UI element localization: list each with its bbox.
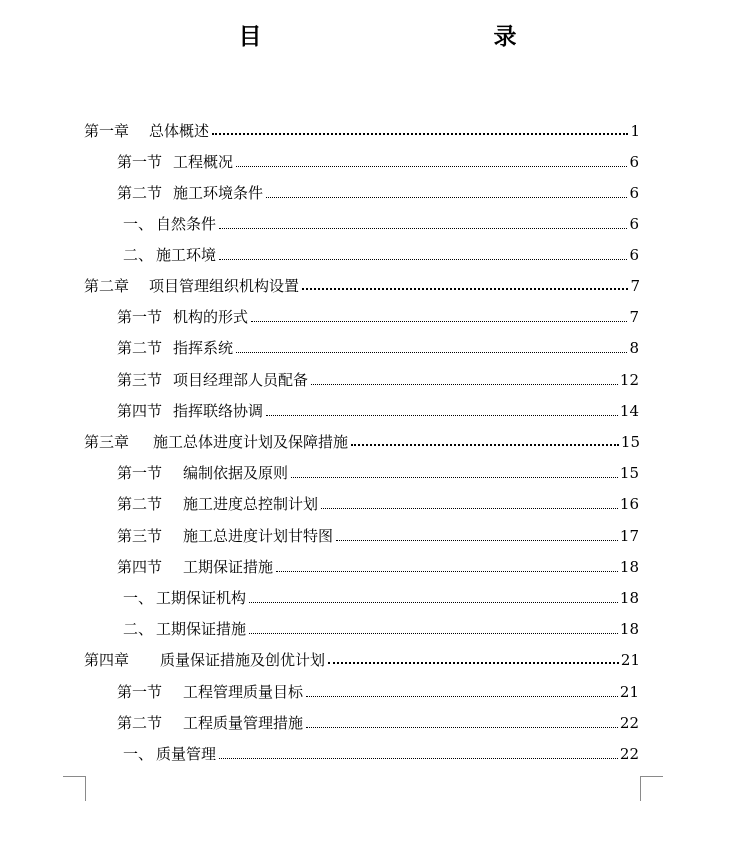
entry-page: 14 (619, 402, 639, 420)
toc-entry[interactable] (117, 552, 639, 576)
dot-leader (351, 443, 619, 446)
toc-entry[interactable] (84, 427, 640, 451)
toc-entry[interactable] (117, 677, 639, 701)
entry-page: 21 (619, 683, 639, 701)
toc-entry[interactable] (117, 396, 639, 420)
toc-entry[interactable] (84, 645, 640, 669)
entry-page: 15 (619, 464, 639, 482)
dot-leader (236, 351, 627, 353)
toc-entry[interactable] (123, 240, 639, 264)
entry-page: 7 (630, 277, 640, 295)
entry-text: 施工进度总控制计划 (183, 495, 319, 513)
dot-leader (336, 539, 618, 541)
toc-entry[interactable] (117, 302, 639, 326)
entry-text: 施工总进度计划甘特图 (183, 527, 334, 545)
entry-page: 1 (630, 122, 640, 140)
dot-leader (249, 601, 618, 603)
entry-number: 第四节 (117, 558, 163, 576)
dot-leader (219, 227, 627, 229)
entry-number: 第一节 (117, 683, 163, 701)
entry-text: 质量管理 (156, 745, 217, 763)
entry-number: 第四章 (84, 651, 130, 669)
entry-number: 一、 (123, 215, 154, 233)
toc-entry[interactable] (117, 178, 639, 202)
entry-page: 18 (619, 620, 639, 638)
entry-text: 质量保证措施及创优计划 (160, 651, 326, 669)
entry-page: 8 (629, 339, 639, 357)
page-corner-mark-left (63, 776, 86, 801)
entry-text: 工程管理质量目标 (183, 683, 304, 701)
entry-page: 6 (629, 215, 639, 233)
entry-text: 机构的形式 (173, 308, 249, 326)
entry-page: 15 (620, 433, 640, 451)
entry-page: 6 (629, 184, 639, 202)
dot-leader (321, 507, 618, 509)
entry-number: 第二章 (84, 277, 130, 295)
toc-entry[interactable] (117, 147, 639, 171)
dot-leader (266, 414, 618, 416)
entry-text: 施工环境 (156, 246, 217, 264)
dot-leader (249, 632, 618, 634)
entry-text: 编制依据及原则 (183, 464, 289, 482)
toc-entry[interactable] (123, 583, 639, 607)
entry-page: 17 (619, 527, 639, 545)
entry-number: 第二节 (117, 495, 163, 513)
toc-entry[interactable] (84, 271, 640, 295)
dot-leader (251, 320, 627, 322)
entry-number: 一、 (123, 589, 154, 607)
dot-leader (306, 726, 618, 728)
entry-text: 自然条件 (156, 215, 217, 233)
dot-leader (328, 661, 619, 664)
entry-page: 22 (619, 714, 639, 732)
toc-entry[interactable] (84, 116, 640, 140)
entry-page: 18 (619, 558, 639, 576)
dot-leader (276, 570, 618, 572)
entry-text: 指挥联络协调 (173, 402, 264, 420)
entry-number: 第三节 (117, 371, 163, 389)
entry-page: 22 (619, 745, 639, 763)
entry-page: 12 (619, 371, 639, 389)
entry-page: 21 (620, 651, 640, 669)
entry-text: 项目经理部人员配备 (173, 371, 309, 389)
entry-text: 施工总体进度计划及保障措施 (153, 433, 349, 451)
dot-leader (291, 476, 618, 478)
entry-number: 第一节 (117, 308, 163, 326)
entry-text: 总体概述 (149, 122, 210, 140)
toc-entry[interactable] (117, 458, 639, 482)
entry-number: 二、 (123, 620, 154, 638)
entry-number: 第一章 (84, 122, 130, 140)
dot-leader (236, 165, 627, 167)
entry-text: 指挥系统 (173, 339, 234, 357)
entry-text: 工期保证措施 (156, 620, 247, 638)
dot-leader (266, 196, 627, 198)
dot-leader (311, 383, 618, 385)
toc-entry[interactable] (123, 209, 639, 233)
toc-entry[interactable] (117, 489, 639, 513)
toc-entry[interactable] (123, 739, 639, 763)
toc-title: 目 录 (238, 23, 579, 50)
dot-leader (302, 287, 628, 290)
toc-entry[interactable] (117, 333, 639, 357)
entry-text: 工期保证机构 (156, 589, 247, 607)
toc-entry[interactable] (117, 365, 639, 389)
entry-number: 二、 (123, 246, 154, 264)
dot-leader (219, 757, 618, 759)
entry-number: 第二节 (117, 184, 163, 202)
dot-leader (212, 132, 628, 135)
entry-number: 一、 (123, 745, 154, 763)
entry-page: 6 (629, 153, 639, 171)
entry-text: 工程质量管理措施 (183, 714, 304, 732)
entry-page: 16 (619, 495, 639, 513)
entry-number: 第二节 (117, 714, 163, 732)
entry-page: 6 (629, 246, 639, 264)
page-corner-mark-right (640, 776, 663, 801)
entry-text: 工期保证措施 (183, 558, 274, 576)
entry-text: 工程概况 (173, 153, 234, 171)
entry-number: 第三章 (84, 433, 130, 451)
entry-page: 18 (619, 589, 639, 607)
entry-page: 7 (629, 308, 639, 326)
toc-entry[interactable] (123, 614, 639, 638)
entry-text: 项目管理组织机构设置 (149, 277, 300, 295)
entry-text: 施工环境条件 (173, 184, 264, 202)
dot-leader (306, 695, 618, 697)
toc-entry[interactable] (117, 708, 639, 732)
entry-number: 第一节 (117, 464, 163, 482)
dot-leader (219, 258, 627, 260)
toc-entry[interactable] (117, 521, 639, 545)
entry-number: 第一节 (117, 153, 163, 171)
entry-number: 第四节 (117, 402, 163, 420)
entry-number: 第三节 (117, 527, 163, 545)
entry-number: 第二节 (117, 339, 163, 357)
